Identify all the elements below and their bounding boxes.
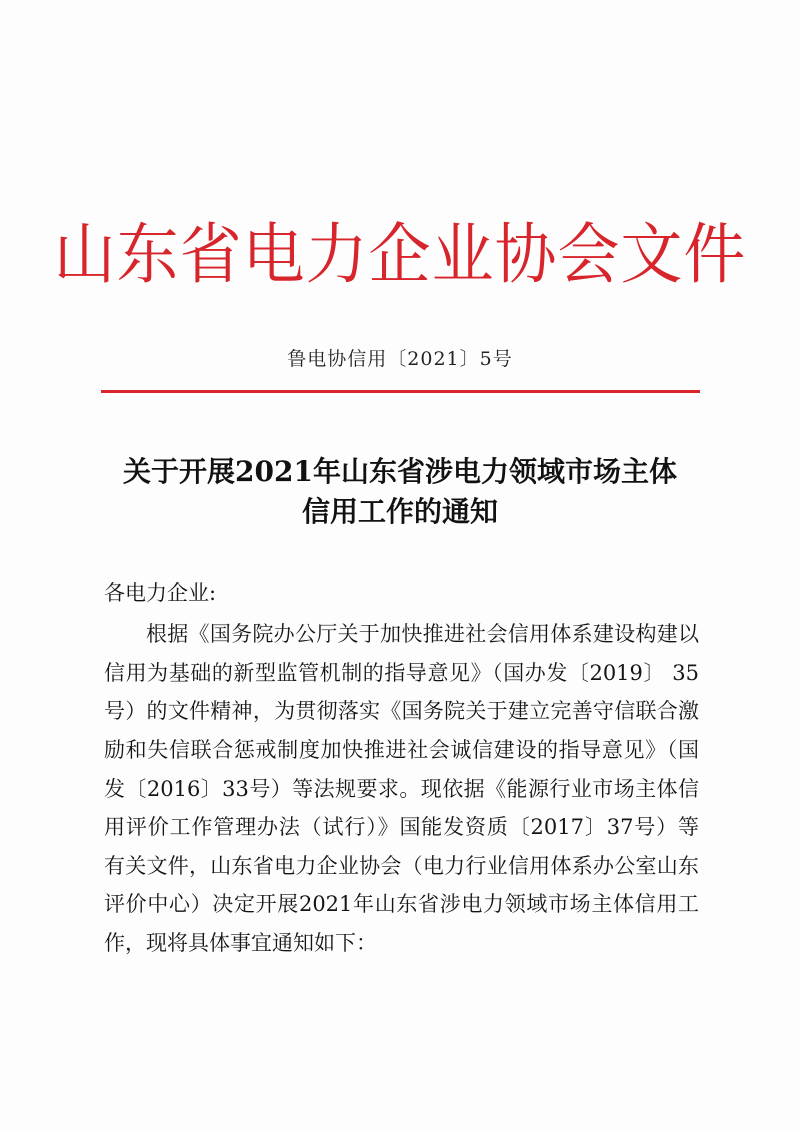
document-header-title: 山东省电力企业协会文件	[53, 216, 747, 293]
body-paragraph-line: 号）的文件精神，为贯彻落实《国务院关于建立完善守信联合激	[104, 699, 699, 723]
body-paragraph-line: 作，现将具体事宜通知如下：	[104, 931, 377, 955]
body-paragraph-line: 有关文件，山东省电力企业协会（电力行业信用体系办公室山东	[104, 854, 699, 878]
body-paragraph-line: 用评价工作管理办法（试行）》国能发资质〔2017〕37号）等	[104, 815, 699, 839]
body-paragraph-line: 发〔2016〕33号）等法规要求。现依据《能源行业市场主体信	[104, 777, 699, 801]
notice-title-line: 关于开展2021年山东省涉电力领域市场主体	[123, 455, 677, 488]
header-divider	[101, 390, 700, 393]
body-paragraph-line: 信用为基础的新型监管机制的指导意见》（国办发〔2019〕 35	[104, 661, 699, 685]
body-paragraph-line: 根据《国务院办公厅关于加快推进社会信用体系建设构建以	[146, 622, 699, 646]
notice-title-line: 信用工作的通知	[301, 495, 498, 528]
body-paragraph-line: 励和失信联合惩戒制度加快推进社会诚信建设的指导意见》（国	[104, 738, 699, 762]
body-paragraph-line: 评价中心）决定开展2021年山东省涉电力领域市场主体信用工	[104, 892, 699, 916]
document-number: 鲁电协信用〔2021〕5号	[287, 348, 513, 370]
addressee: 各电力企业:	[104, 581, 217, 605]
